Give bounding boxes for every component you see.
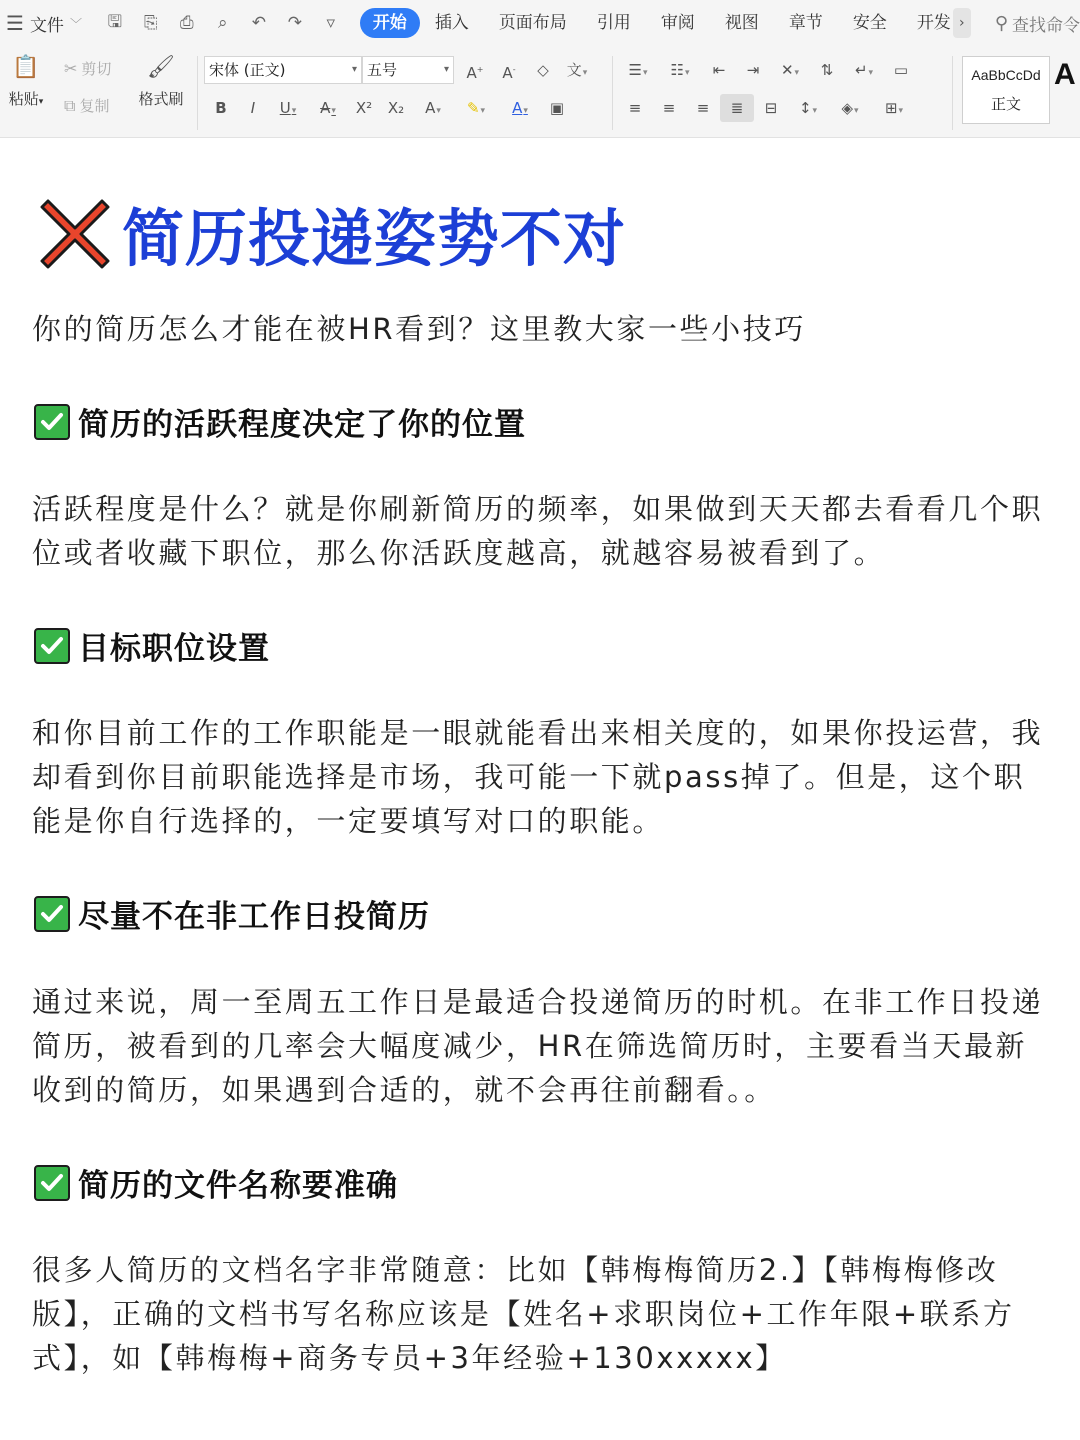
intro-paragraph: 你的简历怎么才能在被HR看到？这里教大家一些小技巧 (32, 312, 806, 346)
check-mark-icon (34, 404, 70, 440)
font-size-value: 五号 (367, 61, 398, 79)
tab-review[interactable]: 审阅 (660, 13, 695, 33)
strikethrough-icon[interactable]: A▾ (320, 99, 336, 117)
font-color-icon[interactable]: A▾ (512, 99, 528, 117)
chinese-layout-icon[interactable]: ✕▾ (780, 61, 800, 79)
section-heading (34, 623, 270, 668)
section-body: 很多人简历的文档名字非常随意：比如【韩梅梅简历2.】【韩梅梅修改版】，正确的文档书写名称应该是【姓名+求职岗位+工作年限+联系方式】，如【韩梅梅+商务专员+3年经验+130xxxxx】 (32, 1253, 1015, 1375)
justify-icon[interactable]: ≣ (720, 94, 754, 122)
toolbar-divider (197, 56, 198, 130)
undo-icon[interactable]: ↶ (251, 13, 266, 33)
save-icon[interactable]: 🖫 (107, 11, 123, 32)
sort-icon[interactable]: ⇅ (820, 61, 834, 79)
customize-icon[interactable]: ▿ (326, 13, 336, 33)
shrink-font-icon[interactable]: A- (502, 64, 516, 82)
hamburger-icon: ☰ (6, 11, 24, 35)
cut-button[interactable] (64, 58, 111, 79)
font-name-value: 宋体 (正文) (209, 61, 286, 79)
chevron-down-icon: ﹀ (69, 16, 82, 31)
tabs-more-arrow-icon[interactable]: › (953, 8, 971, 38)
file-menu-label: 文件 (29, 15, 64, 36)
section-heading (34, 891, 430, 936)
tab-section[interactable]: 章节 (788, 13, 823, 33)
font-size-select[interactable] (362, 56, 454, 84)
copy-label: 复制 (79, 97, 110, 115)
export-icon[interactable]: ⎘ (144, 13, 158, 33)
subscript-icon[interactable]: X₂ (387, 99, 405, 117)
borders-icon[interactable]: ⊞▾ (884, 99, 904, 117)
toolbar-divider (612, 56, 613, 130)
check-mark-icon (34, 896, 70, 932)
format-painter-button[interactable] (134, 54, 188, 109)
align-center-icon[interactable]: ≡ (662, 99, 676, 117)
tab-references[interactable]: 引用 (596, 13, 631, 33)
copy-icon: ⧉ (64, 95, 76, 115)
title-text: 简历投递姿势不对 (122, 202, 627, 275)
ribbon-toolbar (0, 46, 1080, 138)
bold-icon[interactable]: B (215, 99, 227, 117)
style-normal[interactable] (962, 56, 1050, 124)
copy-button[interactable] (64, 95, 109, 116)
check-mark-icon (34, 1165, 70, 1201)
show-marks-icon[interactable]: ↵▾ (854, 61, 874, 79)
font-name-select[interactable] (204, 56, 362, 84)
bullet-list-icon[interactable]: ☰▾ (628, 61, 648, 79)
chevron-down-icon: ▾ (443, 64, 449, 75)
style-next[interactable]: A (1054, 58, 1076, 91)
paste-button[interactable]: 📋 粘贴▾ (8, 55, 44, 108)
tab-home[interactable]: 开始 (360, 8, 420, 38)
text-effects-icon[interactable]: A▾ (425, 99, 441, 117)
tab-view[interactable]: 视图 (724, 13, 759, 33)
chevron-down-icon: ▾ (351, 64, 357, 75)
cut-label: 剪切 (81, 60, 112, 78)
line-spacing-icon[interactable]: ↕▾ (798, 99, 818, 117)
tab-security[interactable]: 安全 (852, 13, 887, 33)
italic-icon[interactable]: I (250, 99, 256, 117)
clipboard-icon: 📋 (12, 55, 40, 80)
section-heading-text: 目标职位设置 (78, 631, 270, 667)
paste-label: 粘贴 (8, 90, 39, 108)
cross-mark-icon (38, 197, 112, 271)
char-border-icon[interactable]: ▣ (549, 99, 565, 117)
clear-format-icon[interactable]: ◇ (537, 61, 549, 79)
document-page[interactable] (0, 139, 1080, 1440)
check-mark-icon (34, 628, 70, 664)
decrease-indent-icon[interactable]: ⇤ (712, 61, 726, 79)
format-painter-icon: 🖌 (147, 55, 175, 80)
toolbar-divider (952, 56, 953, 130)
redo-icon[interactable]: ↷ (287, 13, 302, 33)
underline-icon[interactable]: U▾ (279, 99, 297, 117)
section-body: 和你目前工作的工作职能是一眼就能看出来相关度的，如果你投运营，我却看到你目前职能选择是市场，我可能一下就pass掉了。但是，这个职能是你自行选择的，一定要填写对口的职能。 (32, 716, 1044, 838)
align-right-icon[interactable]: ≡ (696, 99, 710, 117)
highlight-icon[interactable]: ✎▾ (466, 99, 486, 117)
section-heading (34, 1160, 398, 1205)
scissors-icon: ✂ (64, 59, 78, 78)
file-menu[interactable] (0, 11, 104, 36)
shading-icon[interactable]: ◈▾ (841, 99, 859, 117)
increase-indent-icon[interactable]: ⇥ (746, 61, 760, 79)
menu-bar (0, 0, 1080, 46)
command-search[interactable] (995, 11, 1080, 36)
tab-developer[interactable]: 开发 (916, 13, 951, 33)
command-search-label: 查找命令 (1012, 15, 1080, 36)
distributed-icon[interactable]: ⊟ (764, 99, 778, 117)
phonetic-guide-icon[interactable]: 文▾ (566, 61, 588, 79)
section-heading-text: 简历的文件名称要准确 (78, 1168, 398, 1204)
style-sample: AaBbCcDd (971, 67, 1041, 83)
print-icon[interactable]: ⎙ (180, 13, 194, 33)
quick-access-toolbar (104, 9, 342, 38)
section-body: 活跃程度是什么？就是你刷新简历的频率，如果做到天天都去看看几个职位或者收藏下职位，那么你活跃度越高，就越容易被看到了。 (32, 492, 1044, 570)
align-left-icon[interactable]: ≡ (628, 99, 642, 117)
style-name: 正文 (990, 95, 1021, 113)
section-body: 通过来说，周一至周五工作日是最适合投递简历的时机。在非工作日投递简历，被看到的几率会大幅度减少，HR在筛选简历时，主要看当天最新收到的简历，如果遇到合适的，就不会再往前翻看。。 (32, 985, 1044, 1107)
tab-insert[interactable]: 插入 (434, 13, 469, 33)
tab-page-layout[interactable]: 页面布局 (498, 13, 567, 33)
format-painter-label: 格式刷 (138, 90, 184, 108)
document-title (38, 189, 626, 278)
ribbon-tabs (360, 8, 971, 38)
print-preview-icon[interactable]: ⌕ (218, 13, 228, 33)
grow-font-icon[interactable]: A+ (466, 64, 484, 82)
numbered-list-icon[interactable]: ☷▾ (670, 61, 690, 79)
section-heading (34, 399, 526, 444)
search-icon: ⚲ (994, 12, 1008, 34)
section-heading-text: 简历的活跃程度决定了你的位置 (78, 407, 526, 443)
ruler-icon[interactable]: ▭ (893, 61, 909, 79)
section-heading-text: 尽量不在非工作日投简历 (78, 899, 430, 935)
superscript-icon[interactable]: X² (355, 99, 373, 117)
